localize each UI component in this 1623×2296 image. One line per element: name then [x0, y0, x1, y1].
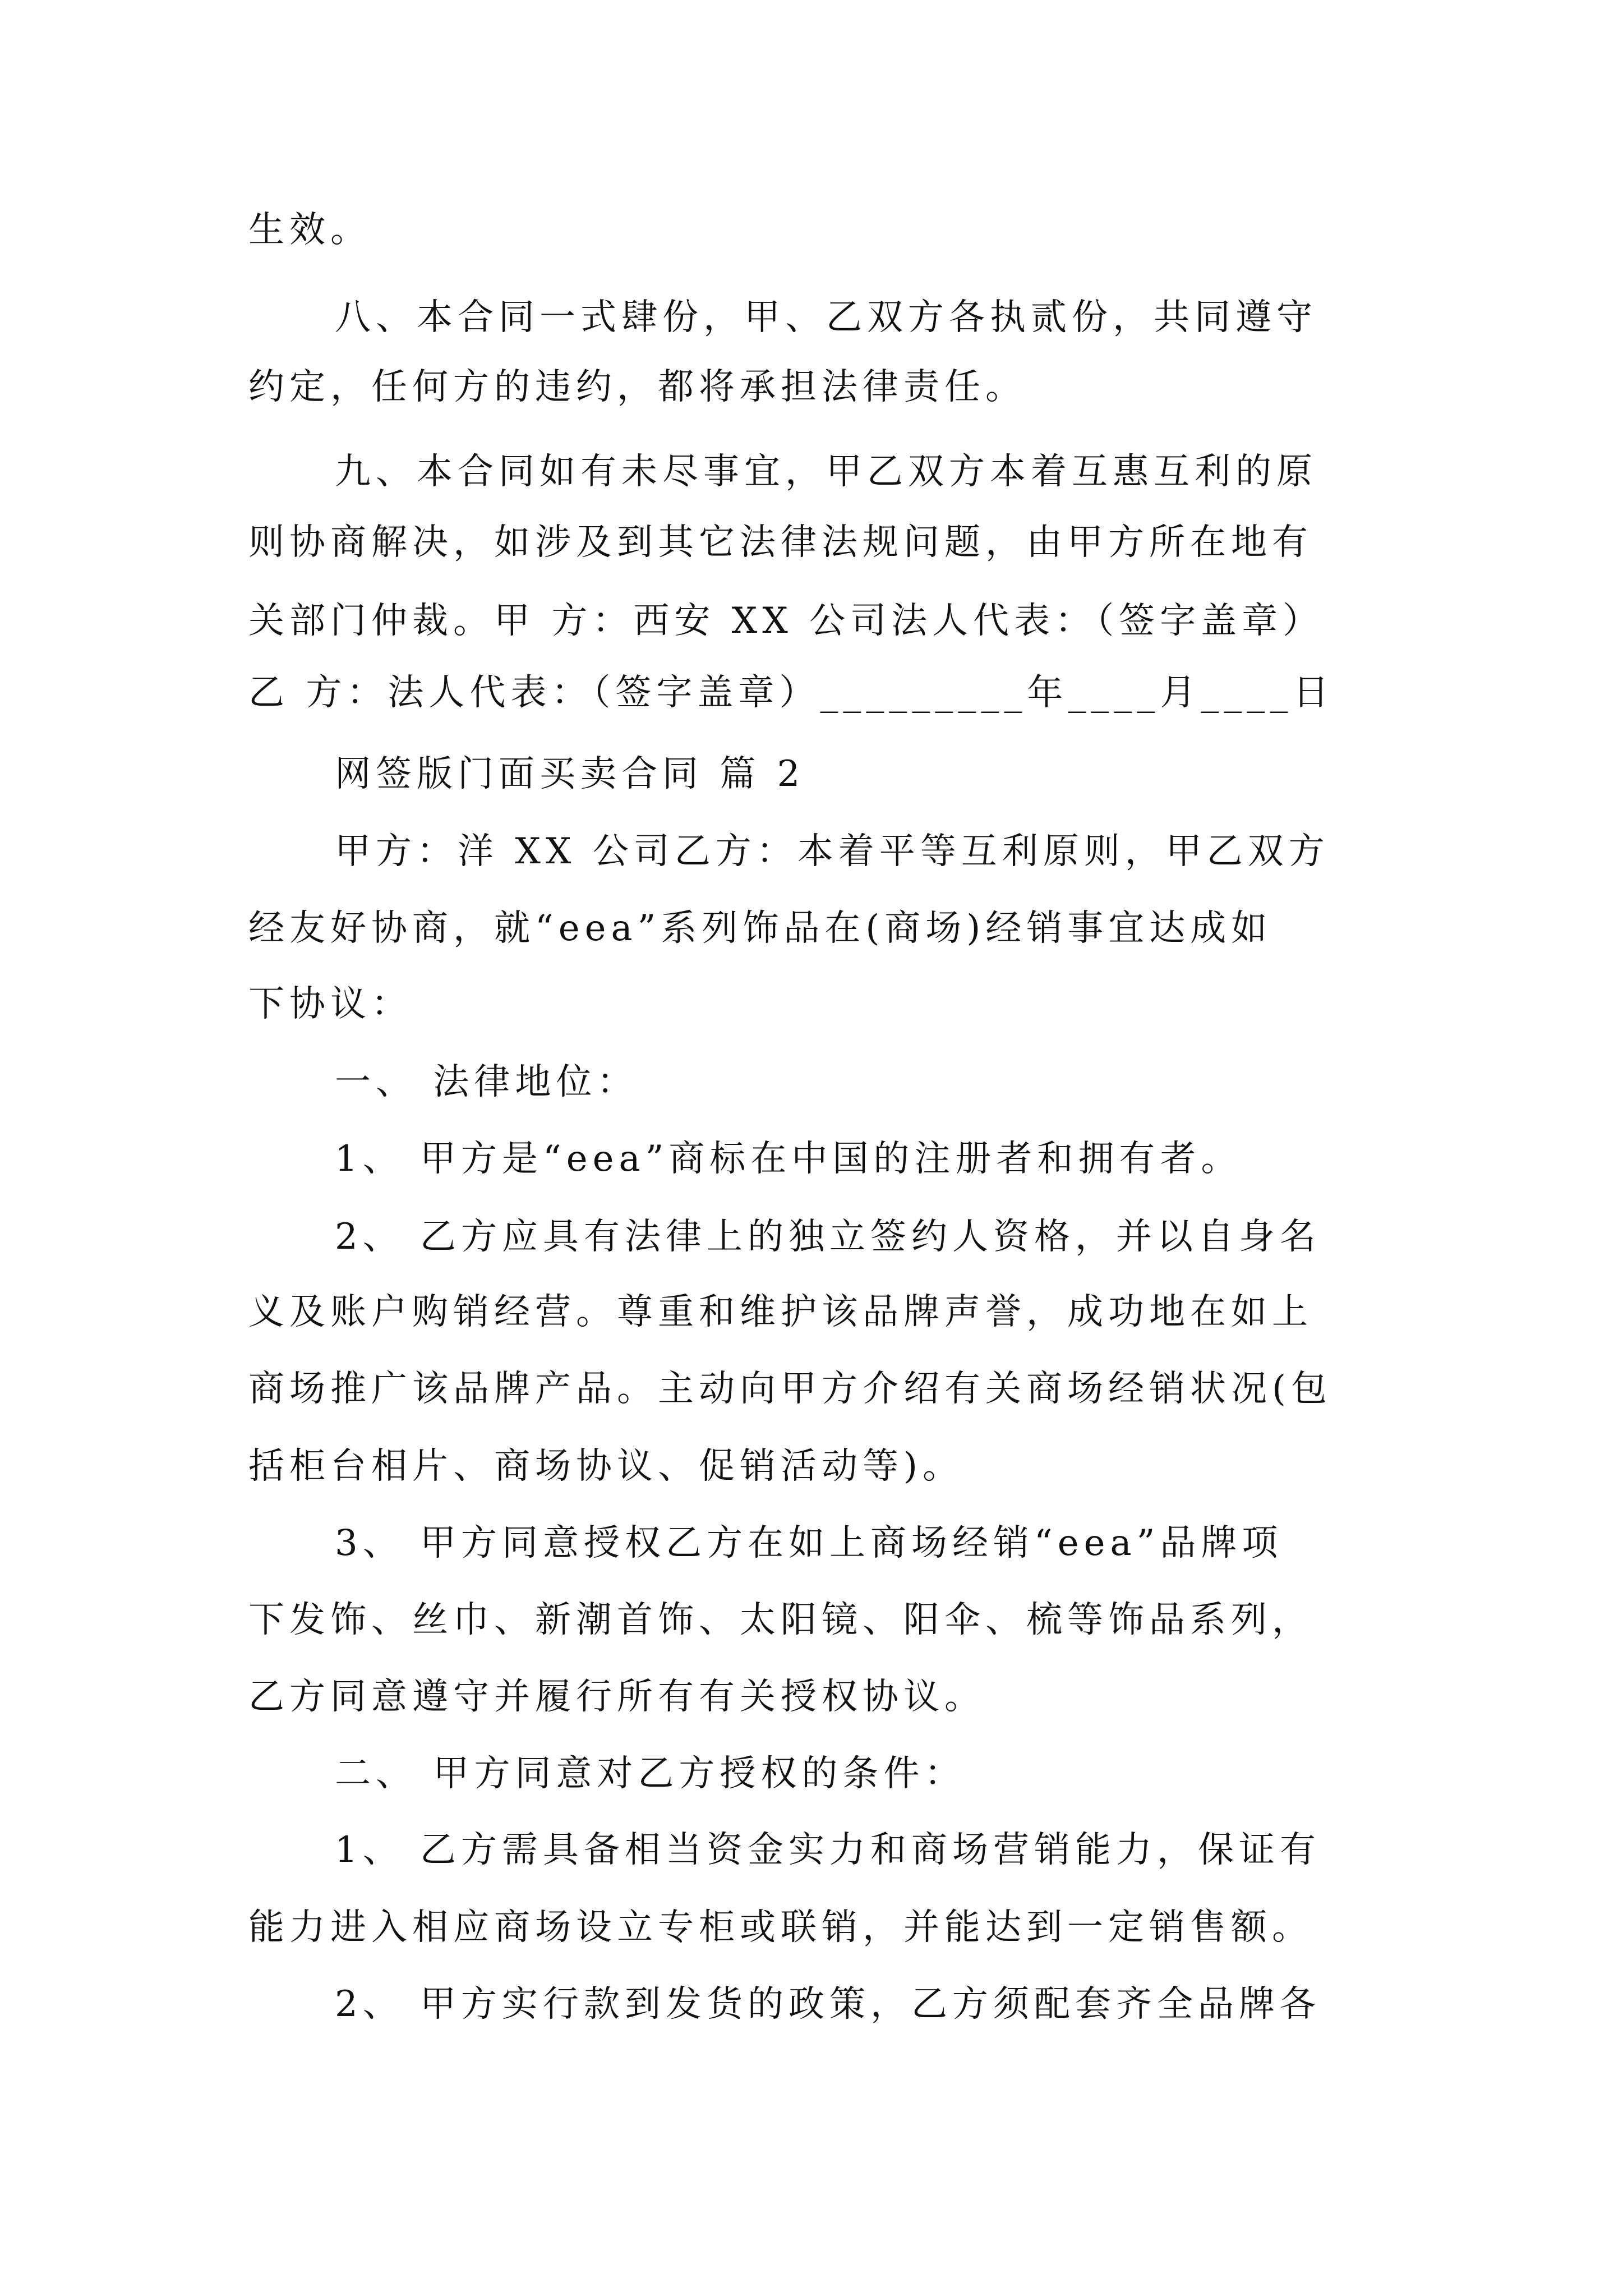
text-line: 乙方同意遵守并履行所有有关授权协议。: [248, 1676, 985, 1718]
paragraph-line: 2、 甲方实行款到发货的政策，乙方须配套齐全品牌各: [335, 1984, 1321, 2025]
paragraph-line: 九、本合同如有未尽事宜，甲乙双方本着互惠互利的原: [335, 451, 1317, 493]
text-line: 约定，任何方的违约，都将承担法律责任。: [248, 366, 1026, 408]
text-line: 下发饰、丝巾、新潮首饰、太阳镜、阳伞、梳等饰品系列，: [248, 1599, 1313, 1641]
text-line: 下协议：: [248, 983, 412, 1025]
text-line: 乙 方：法人代表：（签字盖章）_________年____月____日: [248, 672, 1334, 714]
clause-heading: 二、 甲方同意对乙方授权的条件：: [335, 1753, 966, 1795]
text-line: 则协商解决，如涉及到其它法律法规问题，由甲方所在地有: [248, 522, 1313, 563]
text-line: 关部门仲裁。甲 方：西安 XX 公司法人代表：（签字盖章）: [248, 600, 1324, 642]
text-line: 经友好协商，就“eea”系列饰品在(商场)经销事宜达成如: [248, 908, 1272, 949]
paragraph-line: 2、 乙方应具有法律上的独立签约人资格，并以自身名: [335, 1216, 1321, 1258]
paragraph-line: 八、本合同一式肆份，甲、乙双方各执贰份，共同遵守: [335, 297, 1317, 338]
text-line: 括柜台相片、商场协议、促销活动等)。: [248, 1446, 963, 1487]
section-heading: 网签版门面买卖合同 篇 2: [335, 753, 805, 795]
text-line: 商场推广该品牌产品。主动向甲方介绍有关商场经销状况(包: [248, 1368, 1332, 1410]
text-line: 义及账户购销经营。尊重和维护该品牌声誉，成功地在如上: [248, 1291, 1313, 1333]
paragraph-line: 甲方：洋 XX 公司乙方：本着平等互利原则，甲乙双方: [335, 831, 1330, 872]
text-line: 生效。: [248, 209, 371, 251]
text-line: 能力进入相应商场设立专柜或联销，并能达到一定销售额。: [248, 1907, 1313, 1948]
paragraph-line: 3、 甲方同意授权乙方在如上商场经销“eea”品牌项: [335, 1522, 1283, 1564]
clause-heading: 一、 法律地位：: [335, 1061, 638, 1103]
paragraph-line: 1、 甲方是“eea”商标在中国的注册者和拥有者。: [335, 1138, 1242, 1180]
paragraph-line: 1、 乙方需具备相当资金实力和商场营销能力，保证有: [335, 1829, 1321, 1871]
